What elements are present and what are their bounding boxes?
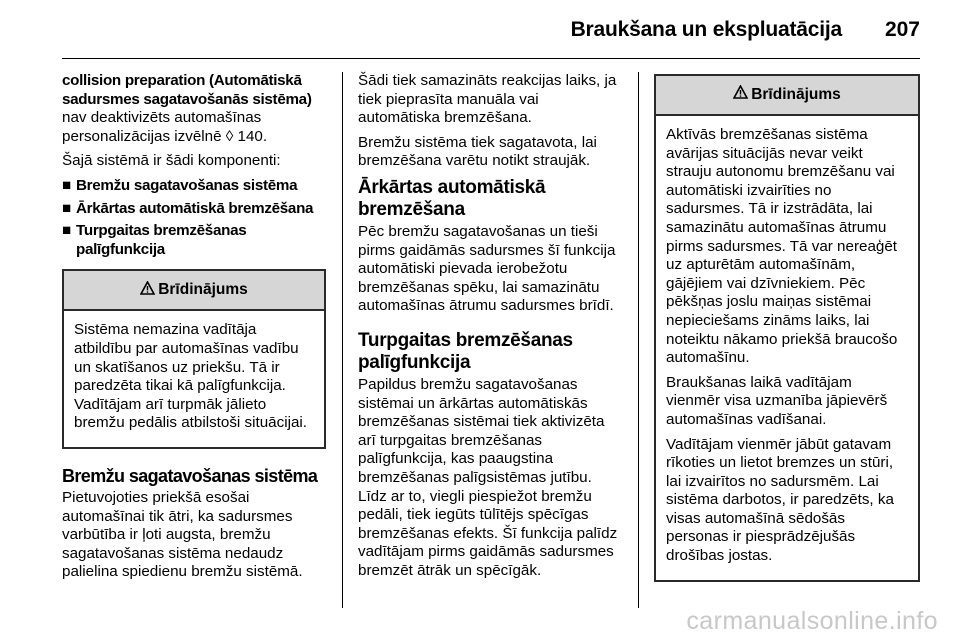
warning-body [64, 311, 324, 447]
intro-page-ref[interactable]: 140. [233, 127, 268, 145]
section-heading: Turpgaitas bremzēšanas palīgfunkcija [358, 329, 573, 373]
intro-paragraph [62, 72, 326, 146]
intro-text: nav deaktivizēts automašīnas personalizācijas izvēlnē [62, 109, 262, 145]
section-paragraph: Papildus bremžu sagatavošanas sistēmai un ārkārtas automātiskās bremzēšanas sistēmai tiek aktivizēta arī turpgaitas bremzēšanas palīgfunkcija, kas paaugstina bremzēšanas palīgsistēmas jutību. Līdz ar to, viegli piespiežot bremžu pedāli, tiek iegūts tūlītējs spēcīgas bremzēšanas efekts. Šī funkcija palīdz vadītājam pirms gaidāmās sadursmes bremzēt ātrāk un spēcīgāk. [358, 375, 618, 579]
section-paragraph: Pietuvojoties priekšā esošai automašīnai tik ātri, ka sadursmes varbūtība ir ļoti augsta, bremžu sagatavošanas sistēma nedaudz palielina spiedienu bremžu sistēmā. [62, 488, 303, 581]
header-divider [62, 58, 920, 59]
warning-text: Braukšanas laikā vadītājam vienmēr visa uzmanība jāpievērš automašīnas vadīšanai. [666, 373, 888, 428]
intro-bold-term: collision preparation (Automātiskā sadursmes sagatavošanās sistēma) [62, 72, 312, 108]
chapter-title: Braukšana un ekspluatācija [570, 18, 842, 41]
warning-triangle-icon [733, 85, 748, 105]
section-paragraph: Pēc bremžu sagatavošanas un tieši pirms gaidāmās sadursmes šī funkcija automātiski pievada ierobežotu bremzēšanas spēku, lai samazinātu automašīnas ātrumu sadursmes brīdī. [358, 222, 616, 315]
warning-text: Vadītājam vienmēr jābūt gatavam rīkoties un lietot bremzes un stūri, lai izvairītos no sadursmēm. Lai sistēma darbotos, ir paredzēts, ka visas automašīnā sēdošās personas ir piesprādzējušās drošības jostas. [666, 435, 894, 565]
page-header [0, 0, 960, 64]
section-heading: Ārkārtas automātiskā bremzēšana [358, 176, 546, 220]
list-item [62, 222, 326, 259]
paragraph: Bremžu sistēma tiek sagatavota, lai bremzēšana varētu notikt straujāk. [358, 133, 597, 170]
warning-text: Aktīvās bremzēšanas sistēma avārijas situācijās nevar veikt strauju autonomu bremzēšanu vai automātiski izvairīties no sadursmes. Tā ir izstrādāta, lai samazinātu automašīnas ātrumu pirms sadursmes. Tā var nereaģēt uz apturētām automašīnām, gājējiem vai dzīvniekiem. Pēc pēkšņas joslu maiņas sistēmai nepieciešams zināms laiks, lai noteiktu nākamo priekšā braucošo automašīnu. [666, 126, 898, 367]
bullet-icon: ■ [62, 222, 71, 240]
list-item-label: Turpgaitas bremzēšanas palīgfunkcija [76, 222, 247, 258]
warning-title: Brīdinājums [158, 281, 248, 299]
warning-header [64, 271, 324, 311]
page-number: 207 [884, 18, 920, 41]
list-item-label: Ārkārtas automātiskā bremzēšana [76, 199, 314, 217]
warning-body [656, 116, 918, 580]
warning-box [62, 269, 326, 449]
components-list [62, 177, 326, 259]
column-3 [654, 74, 920, 598]
watermark: carmanualsonline.info [686, 607, 938, 635]
bullet-icon: ■ [62, 199, 71, 217]
bullet-icon: ■ [62, 176, 71, 194]
paragraph: Šādi tiek samazināts reakcijas laiks, ja tiek pieprasīta manuāla vai automātiska bremzēšana. [358, 72, 617, 127]
warning-triangle-icon [140, 281, 155, 301]
section-heading: Bremžu sagatavošanas sistēma [62, 465, 318, 486]
list-item [62, 177, 326, 196]
list-item-label: Bremžu sagatavošanas sistēma [76, 176, 298, 194]
warning-box [654, 74, 920, 582]
page-ref-arrow-icon[interactable]: ◊ [225, 127, 234, 145]
column-2 [358, 72, 624, 586]
column-1 [62, 72, 326, 588]
components-lead: Šajā sistēmā ir šādi komponenti: [62, 152, 281, 170]
warning-title: Brīdinājums [751, 85, 841, 103]
column-divider-2 [638, 72, 639, 608]
warning-text: Sistēma nemazina vadītāja atbildību par automašīnas vadību un skatīšanos uz priekšu. Tā ir paredzēta tikai kā palīgfunkcija. Vadītājam arī turpmāk jālieto bremžu pedālis atbilstoši situācijai. [74, 321, 307, 432]
list-item [62, 200, 326, 219]
column-divider-1 [342, 72, 343, 608]
warning-header [656, 76, 918, 116]
